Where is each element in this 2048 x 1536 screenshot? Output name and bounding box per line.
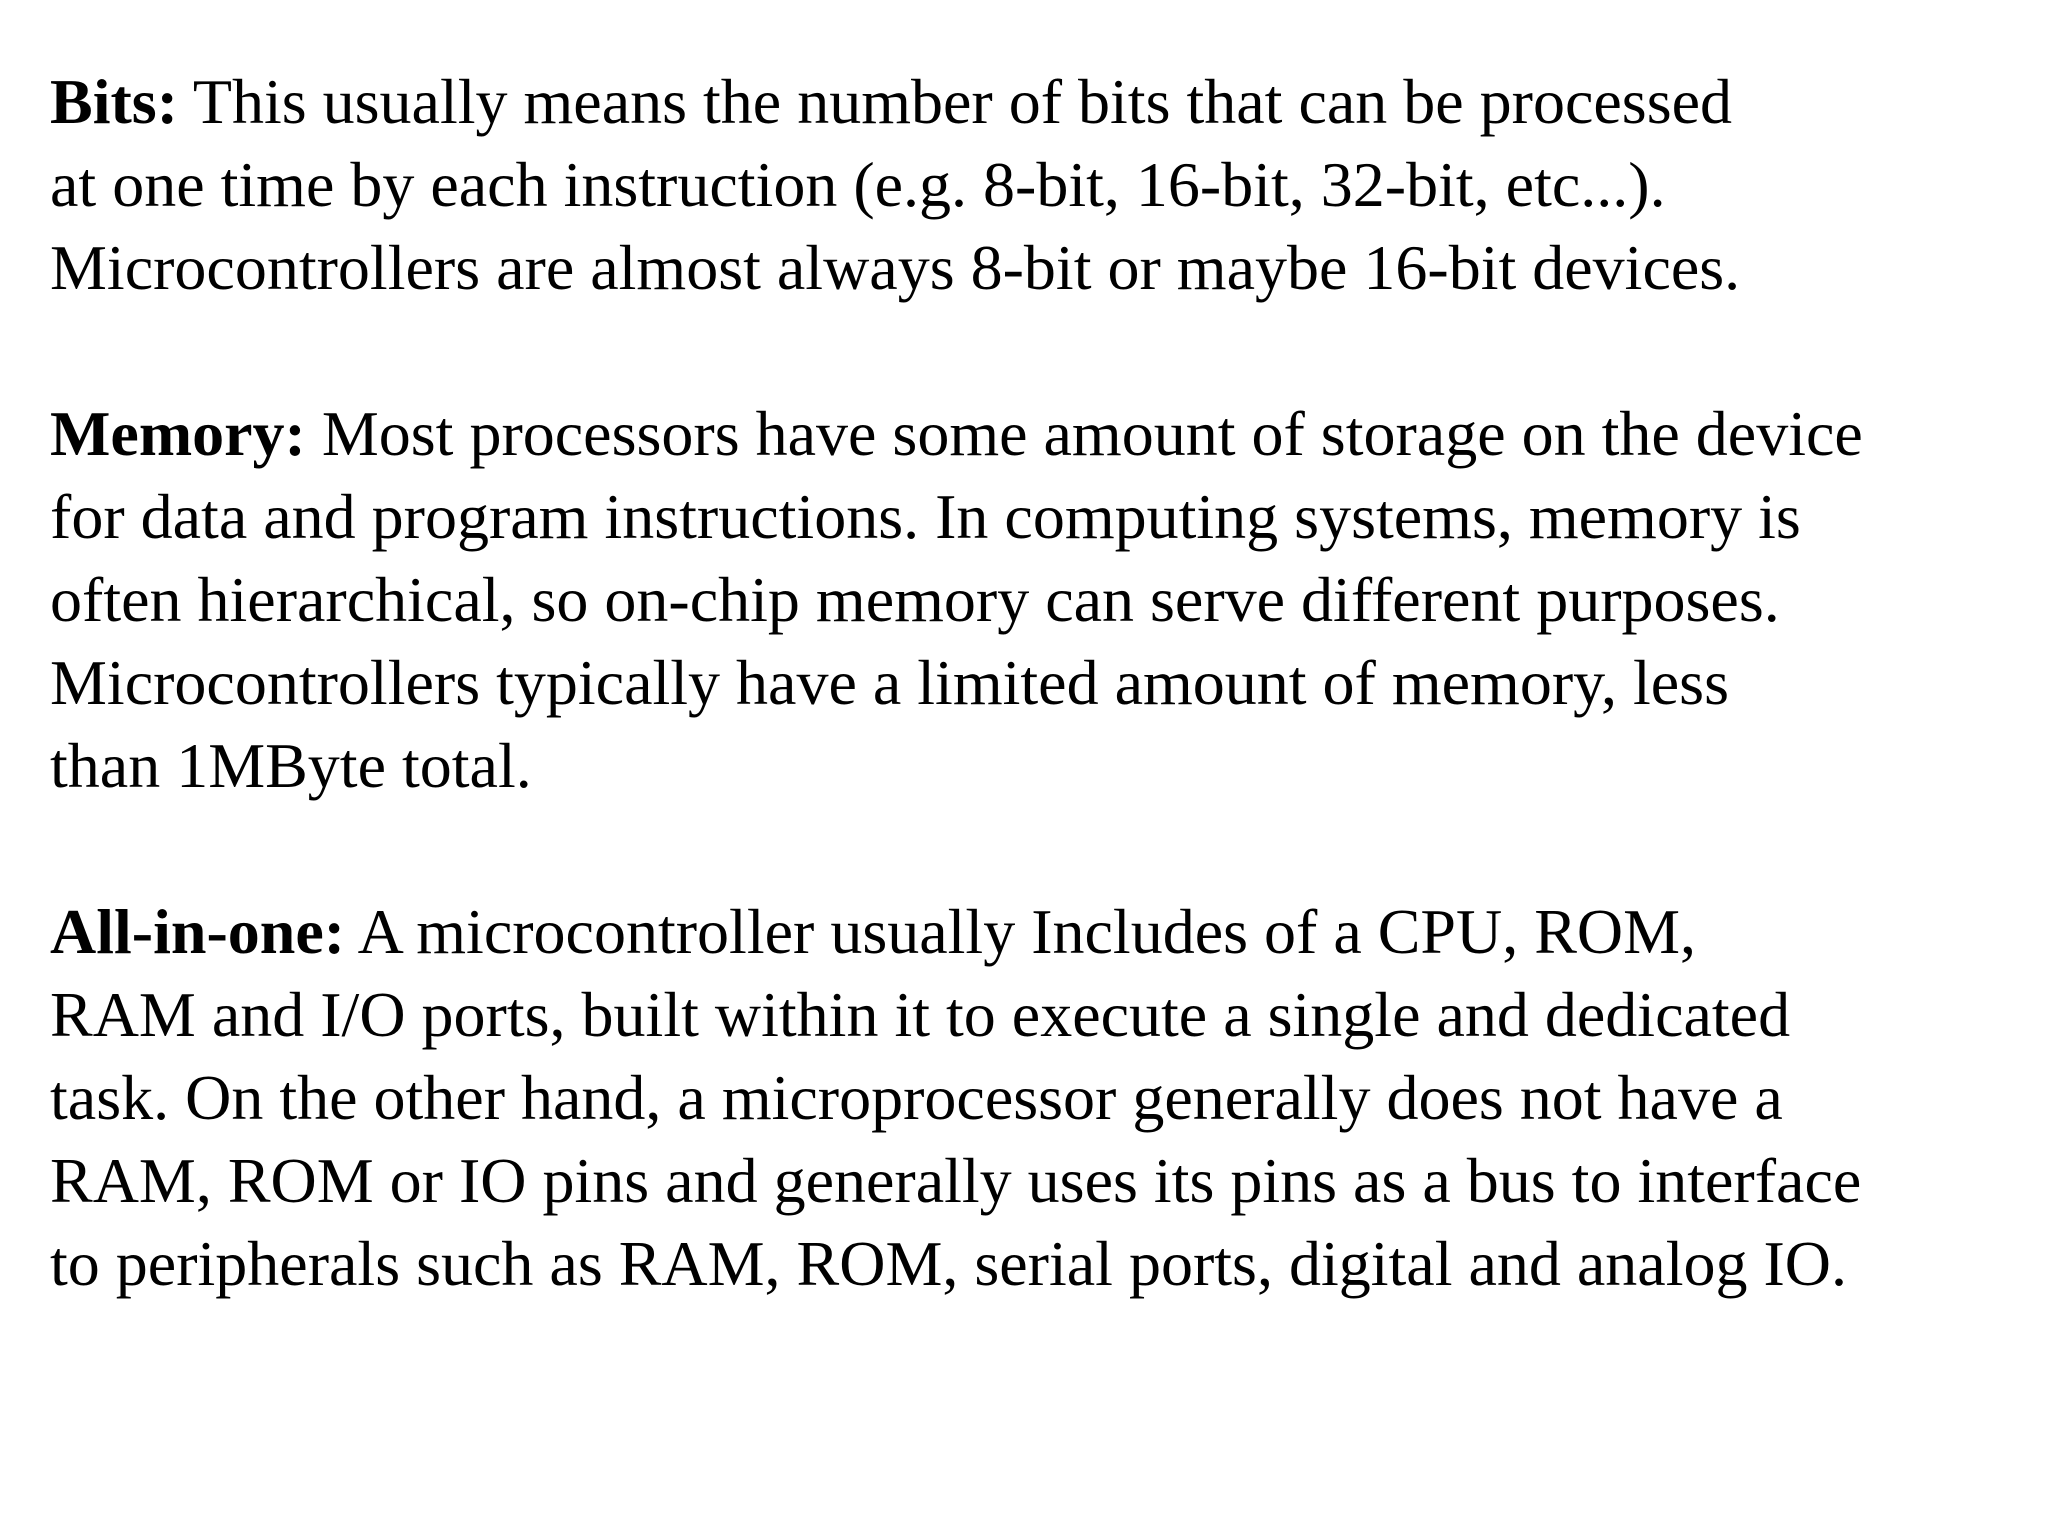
section-first-line-text: This usually means the number of bits that can be processed bbox=[178, 66, 1732, 137]
section-term: Bits: bbox=[50, 66, 178, 137]
section-first-line-text: A microcontroller usually Includes of a CPU, ROM, bbox=[345, 896, 1697, 967]
section-first-line bbox=[50, 60, 2030, 143]
section-line: to peripherals such as RAM, ROM, serial ports, digital and analog IO. bbox=[50, 1228, 1847, 1299]
section-line: RAM, ROM or IO pins and generally uses its pins as a bus to interface bbox=[50, 1145, 1862, 1216]
section-line: often hierarchical, so on-chip memory can serve different purposes. bbox=[50, 564, 1780, 635]
section-line: RAM and I/O ports, built within it to execute a single and dedicated bbox=[50, 979, 1791, 1050]
document-body bbox=[50, 60, 2030, 1388]
section-line: task. On the other hand, a microprocessor generally does not have a bbox=[50, 1062, 1783, 1133]
section-all-in-one bbox=[50, 890, 2030, 1305]
section-first-line-text: Most processors have some amount of storage on the device bbox=[305, 398, 1863, 469]
section-line: than 1MByte total. bbox=[50, 730, 532, 801]
section-term: All-in-one: bbox=[50, 896, 346, 967]
section-line: at one time by each instruction (e.g. 8-bit, 16-bit, 32-bit, etc...). bbox=[50, 149, 1666, 220]
section-first-line bbox=[50, 890, 2030, 973]
section-line: Microcontrollers are almost always 8-bit or maybe 16-bit devices. bbox=[50, 232, 1741, 303]
section-line: for data and program instructions. In computing systems, memory is bbox=[50, 481, 1801, 552]
section-bits bbox=[50, 60, 2030, 309]
section-first-line bbox=[50, 392, 2030, 475]
section-term: Memory: bbox=[50, 398, 306, 469]
section-line: Microcontrollers typically have a limited amount of memory, less bbox=[50, 647, 1729, 718]
section-memory bbox=[50, 392, 2030, 807]
